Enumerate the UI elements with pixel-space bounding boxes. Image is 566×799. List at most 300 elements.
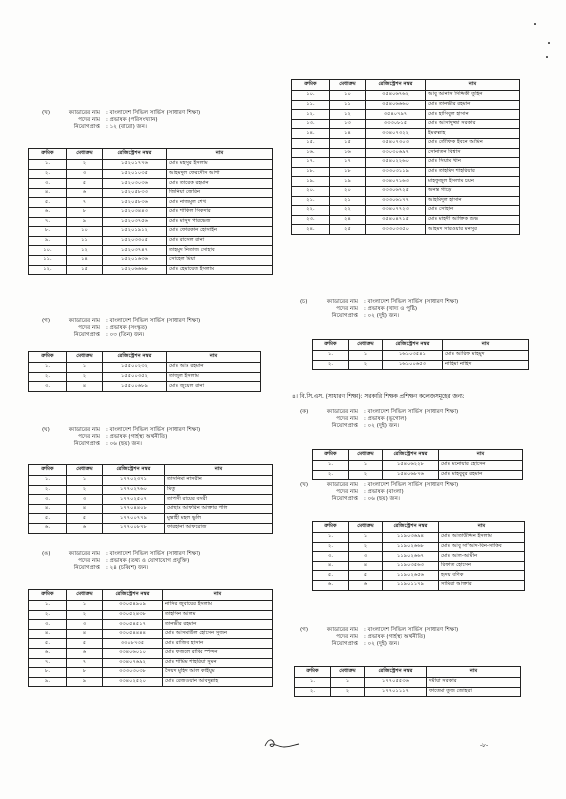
header-name: নাম <box>439 522 525 533</box>
merit-cell: ১ <box>67 601 103 611</box>
table-row <box>292 158 520 168</box>
label-recruited: নিয়োগপ্রাপ্ত <box>73 564 100 571</box>
registration-cell: ১৫৪০৬৮৭৬ <box>383 470 439 480</box>
name-cell: ফাতেমা তুজ জোহরা <box>427 687 521 697</box>
merit-cell: ২ <box>349 470 383 480</box>
merit-table-geography <box>312 449 523 480</box>
registration-cell: ৩৫৪০৭৯৭ <box>366 110 426 120</box>
section-letter: (ক) <box>300 409 309 415</box>
header-name: নাম <box>427 667 521 678</box>
merit-cell: ১৮ <box>330 167 366 177</box>
table-row <box>29 495 273 505</box>
table-row <box>292 110 520 120</box>
post-value: : প্রভাষক (বাংলা) <box>364 488 404 495</box>
label-cadre: ক্যাডারের নাম <box>68 318 100 324</box>
table-row <box>29 255 273 265</box>
name-cell: ফারহানা আফরোজ <box>165 523 273 533</box>
merit-cell: ১০ <box>67 227 103 237</box>
table-header-row <box>313 340 529 351</box>
registration-cell: ১৭৭০০৮৭৮ <box>103 523 165 533</box>
merit-cell: ১৫ <box>330 138 366 148</box>
merit-cell: ৪ <box>67 382 103 392</box>
table-row <box>292 148 520 158</box>
merit-cell: ২ <box>349 360 383 370</box>
table-row <box>29 382 261 392</box>
post-value: : প্রভাষক (সংস্কৃত) <box>106 324 148 331</box>
table-row <box>29 227 273 237</box>
name-cell: রিফাত হোসেন <box>439 561 525 571</box>
table-header-row <box>313 522 525 533</box>
name-cell: মোঃ রাসেল রানা <box>167 236 273 246</box>
registration-cell: ৩৩৪০৬০১০ <box>103 648 163 658</box>
registration-cell: ১৭৭০৪৪০৮ <box>103 504 165 514</box>
registration-cell: ১৭৭০১১১৭ <box>365 687 427 697</box>
section-c-header <box>42 318 282 348</box>
registration-cell: ৩৩৪০৭৩২২ <box>366 129 426 139</box>
merit-cell: ২ <box>67 610 103 620</box>
merit-table-statistics <box>28 148 273 275</box>
table-row <box>29 363 261 373</box>
scan-speck <box>534 23 536 25</box>
merit-cell: ১৬ <box>330 148 366 158</box>
name-cell: মোঃ আতাউদ্দিন ইসলাম <box>439 533 525 543</box>
registration-cell: ৩৫৪০৬৬৬০ <box>366 100 426 110</box>
registration-cell: ১৫২০১০৩৫ <box>103 169 167 179</box>
merit-cell: ২১ <box>330 196 366 206</box>
label-recruited: নিয়োগপ্রাপ্ত <box>73 440 100 447</box>
name-cell: মাহফুজুল ইসলাম চয়ন <box>426 177 520 187</box>
name-cell: সামিরা আক্তার <box>439 580 525 590</box>
section-d-header <box>42 427 282 457</box>
serial-cell: ১. <box>313 461 349 471</box>
label-post: পদের নাম <box>336 415 358 422</box>
merit-cell: ৯ <box>67 677 103 687</box>
registration-cell: ৩৫৪০৬৭৬২ <box>366 91 426 101</box>
registration-cell: ১৫২০৩৭৪৭ <box>103 246 167 256</box>
serial-cell: ১১. <box>29 255 67 265</box>
name-cell: মোঃ তাহমিদ শাহরিয়ার <box>426 167 520 177</box>
header-registration: রেজিস্ট্রেশন নম্বর <box>103 590 163 601</box>
header-serial: ক্রমিক <box>29 352 67 363</box>
header-serial: ক্রমিক <box>295 667 331 678</box>
serial-cell: ২. <box>29 169 67 179</box>
table-row <box>295 678 521 688</box>
merit-cell: ১৪ <box>67 255 103 265</box>
recruit-value: : ০৬ (ছয়) জন। <box>106 440 142 447</box>
merit-cell: ১১ <box>330 100 366 110</box>
cadre-value: : বাংলাদেশ সিভিল সার্ভিস (সাধারণ শিক্ষা) <box>364 482 459 488</box>
cadre-value: : বাংলাদেশ সিভিল সার্ভিস (সাধারণ শিক্ষা) <box>106 110 201 116</box>
recruit-value: : ১২ (বারো) জন। <box>106 123 147 130</box>
name-cell: জিনিয়া জেরিন <box>167 188 273 198</box>
label-recruited: নিয়োগপ্রাপ্ত <box>331 312 358 319</box>
name-cell: মোঃ তৌফিক ইবনে আমিন <box>426 138 520 148</box>
name-cell: মোঃ আল-আমীন <box>439 552 525 562</box>
registration-cell: ৩৫৪০৪৭১৫ <box>366 215 426 225</box>
table-row <box>292 138 520 148</box>
recruit-value: : ০৬ (ছয়) জন। <box>364 495 400 502</box>
name-cell: ইমরুল্লাহ <box>426 129 520 139</box>
registration-cell: ৩৩৩০৩১১৯ <box>366 167 426 177</box>
registration-cell: ৩৩৩০৮১৫ <box>366 119 426 129</box>
label-post: পদের নাম <box>78 116 100 123</box>
header-registration: রেজিস্ট্রেশন নম্বর <box>383 340 443 351</box>
registration-cell: ১৭৭০২৫০৭ <box>103 495 165 505</box>
table-header-row <box>295 667 521 678</box>
section-e-header <box>42 551 282 581</box>
serial-cell: ২. <box>313 470 349 480</box>
serial-cell: ১০. <box>29 246 67 256</box>
serial-cell: ২. <box>295 687 331 697</box>
name-cell: তাসনিমা নাসরীন <box>165 476 273 486</box>
label-cadre: ক্যাডারের নাম <box>68 427 100 433</box>
merit-table-bangla <box>312 521 525 591</box>
post-value: : প্রভাষক (তথ্য ও যোগাযোগ প্রযুক্তি) <box>106 557 190 564</box>
merit-cell: ৭ <box>67 658 103 668</box>
serial-cell: ২. <box>29 485 67 495</box>
table-row <box>292 196 520 206</box>
table-row <box>29 658 273 668</box>
merit-cell: ১ <box>67 363 103 373</box>
registration-cell: ১৫৫০০৬৮৯ <box>103 382 167 392</box>
table-row <box>313 533 525 543</box>
registration-cell: ১৭৭০২৭৬০ <box>103 485 165 495</box>
merit-cell: ৯ <box>67 217 103 227</box>
serial-cell: ১. <box>295 678 331 688</box>
registration-cell: ৩৫৪০২২৬০ <box>366 158 426 168</box>
header-name: নাম <box>439 450 523 461</box>
table-row <box>29 514 273 524</box>
registration-cell: ১৫২০১৬৩৬ <box>103 255 167 265</box>
merit-cell: ৮ <box>67 207 103 217</box>
header-name: নাম <box>165 465 273 476</box>
post-value: : প্রভাষক (গার্হস্থ্য অর্থনীতি) <box>106 433 168 440</box>
label-post: পদের নাম <box>336 488 358 495</box>
name-cell: মোঃ সিয়াম খান <box>426 158 520 168</box>
serial-cell: ১৩. <box>292 119 330 129</box>
serial-cell: ২৪. <box>292 225 330 235</box>
merit-cell: ১ <box>349 533 383 543</box>
header-registration: রেজিস্ট্রেশন নম্বর <box>383 450 439 461</box>
header-name: নাম <box>163 590 273 601</box>
merit-cell: ১ <box>67 476 103 486</box>
registration-cell: ৩৩০৫৪৪৪৪ <box>103 629 163 639</box>
table-row <box>29 668 273 678</box>
merit-cell: ৭ <box>67 198 103 208</box>
section-letter: (ঘ) <box>42 427 50 433</box>
serial-cell: ৬. <box>313 580 349 590</box>
registration-cell: ৩৩০৮৭৩৫ <box>103 639 163 649</box>
name-cell: মোঃ হাসিবুল হাসান <box>426 110 520 120</box>
merit-cell: ৬ <box>67 648 103 658</box>
table-row <box>292 225 520 235</box>
table-row <box>292 100 520 110</box>
name-cell: আহমদুল ফেরদৌস আশা <box>167 169 273 179</box>
table-row <box>313 561 525 571</box>
registration-cell: ৩৫৪০৭৩০৩ <box>366 138 426 148</box>
table-row <box>29 169 273 179</box>
registration-cell: ১১৯০২৬৬৭ <box>383 552 439 562</box>
post-value: : প্রভাষক (খাদ্য ও পুষ্টি) <box>364 305 418 312</box>
post-value: : প্রভাষক (গার্হস্থ্য অর্থনীতি) <box>364 633 426 640</box>
registration-cell: ১৫২০৩৩০৫ <box>103 236 167 246</box>
serial-cell: ১৪. <box>292 129 330 139</box>
merit-cell: ৮ <box>67 668 103 678</box>
registration-cell: ১১৯০৩৬৯৪ <box>383 533 439 543</box>
header-name: নাম <box>167 149 273 160</box>
table-row <box>29 485 273 495</box>
serial-cell: ৮. <box>29 227 67 237</box>
header-merit: মেধাক্রম <box>349 340 383 351</box>
merit-table-home-economics <box>28 464 273 534</box>
merit-cell: ৩ <box>349 552 383 562</box>
table-row <box>29 207 273 217</box>
merit-table-ict <box>28 589 273 687</box>
serial-cell: ৭. <box>29 658 67 668</box>
table-row <box>29 372 261 382</box>
merit-table-sanskrit <box>28 351 261 392</box>
registration-cell: ১৫২০৩০৩৬ <box>103 179 167 189</box>
registration-cell: ১৬১০০৬৫৩ <box>383 360 443 370</box>
name-cell: মোঃ শাকিল সিকদার <box>167 207 273 217</box>
header-registration: রেজিস্ট্রেশন নম্বর <box>103 465 165 476</box>
registration-cell: ১৫২০৩৪৪৩ <box>103 207 167 217</box>
header-merit: মেধাক্রম <box>349 522 383 533</box>
serial-cell: ৮. <box>29 668 67 678</box>
table-row <box>29 504 273 514</box>
header-registration: রেজিস্ট্রেশন নম্বর <box>383 522 439 533</box>
header-registration: রেজিস্ট্রেশন নম্বর <box>366 80 426 91</box>
registration-cell: ১১৯০৩৫৬৩ <box>383 561 439 571</box>
merit-cell: ২২ <box>330 206 366 216</box>
name-cell: মোঃ আসাদুজ্জা সরকার <box>426 119 520 129</box>
merit-table-right-top <box>291 79 520 235</box>
header-name: নাম <box>167 352 261 363</box>
table-row <box>29 648 273 658</box>
recruit-value: : ২৪ (চব্বিশ) জন। <box>106 564 149 571</box>
cadre-value: : বাংলাদেশ সিভিল সার্ভিস (সাধারণ শিক্ষা) <box>364 409 459 415</box>
merit-cell: ১২ <box>67 246 103 256</box>
table-row <box>29 179 273 189</box>
table-row <box>313 351 529 361</box>
merit-cell: ১৭ <box>330 158 366 168</box>
recruit-value: : ০২ (দুই) জন। <box>364 422 400 429</box>
merit-cell: ১ <box>331 678 365 688</box>
label-post: পদের নাম <box>336 633 358 640</box>
registration-cell: ১৫২০১৯১২ <box>103 227 167 237</box>
scan-speck <box>548 42 550 44</box>
table-row <box>292 167 520 177</box>
serial-cell: ১. <box>29 160 67 170</box>
table-row <box>313 360 529 370</box>
serial-cell: ১০. <box>292 91 330 101</box>
name-cell: মোঃ ফোরকান হোসাইন <box>167 227 273 237</box>
name-cell: আহমদ সারওয়ার মনসুর <box>426 225 520 235</box>
serial-cell: ৪. <box>29 629 67 639</box>
table-row <box>29 476 273 486</box>
merit-cell: ১ <box>349 351 383 361</box>
header-serial: ক্রমিক <box>29 149 67 160</box>
label-recruited: নিয়োগপ্রাপ্ত <box>331 422 358 429</box>
serial-cell: ২৩. <box>292 215 330 225</box>
name-cell: হৃদয় বণিক <box>439 571 525 581</box>
registration-cell: ৩৩৪০৭৬৯২ <box>103 658 163 668</box>
table-row <box>292 119 520 129</box>
serial-cell: ৩. <box>29 495 67 505</box>
table-row <box>29 188 273 198</box>
section-f-header <box>300 299 540 329</box>
registration-cell: ৩৩৪০৭৭২৩ <box>366 206 426 216</box>
registration-cell: ১৫২০৫৮৩৩ <box>103 188 167 198</box>
header-merit: মেধাক্রম <box>331 667 365 678</box>
serial-cell: ১. <box>29 601 67 611</box>
table-row <box>313 571 525 581</box>
name-cell: দমীয়া সরকার <box>427 678 521 688</box>
header-merit: মেধাক্রম <box>67 149 103 160</box>
header-registration: রেজিস্ট্রেশন নম্বর <box>103 352 167 363</box>
merit-cell: ২ <box>67 485 103 495</box>
label-recruited: নিয়োগপ্রাপ্ত <box>73 331 100 338</box>
registration-cell: ১৫২০৫৮৩৬ <box>103 198 167 208</box>
registration-cell: ৩৩৩০৬৭২৫ <box>366 186 426 196</box>
merit-cell: ৫ <box>67 639 103 649</box>
header-serial: ক্রমিক <box>29 465 67 476</box>
name-cell: নাসির জুবায়ের ইসলাম <box>163 601 273 611</box>
table-row <box>292 186 520 196</box>
name-cell: তাজুল ইসলাম <box>167 372 261 382</box>
table-row <box>292 177 520 187</box>
serial-cell: ৯. <box>29 236 67 246</box>
section-4a-header <box>300 409 540 439</box>
name-cell: মোঃ তারেক রহমান <box>167 179 273 189</box>
merit-cell: ১৪ <box>330 129 366 139</box>
cadre-value: : বাংলাদেশ সিভিল সার্ভিস (সাধারণ শিক্ষা) <box>106 427 201 433</box>
header-serial: ক্রমিক <box>313 522 349 533</box>
serial-cell: ১২. <box>292 110 330 120</box>
serial-cell: ৬. <box>29 523 67 533</box>
serial-cell: ১. <box>29 476 67 486</box>
name-cell: মোঃ মহসুর ইসলাম <box>167 160 273 170</box>
name-cell: মোঃ মাসুদ পারভেজ <box>167 217 273 227</box>
label-cadre: ক্যাডারের নাম <box>326 627 358 633</box>
serial-cell: ৩. <box>313 552 349 562</box>
registration-cell: ১৫২০১৭৭৬ <box>103 160 167 170</box>
recruit-value: : ০৩ (তিন) জন। <box>106 331 145 338</box>
section-letter: (গ) <box>42 318 51 324</box>
name-cell: মোঃ শামিম শাহরিয়া সুমন <box>163 658 273 668</box>
table-row <box>313 580 525 590</box>
serial-cell: ১. <box>313 533 349 543</box>
name-cell: সোনাতন বিশ্বাস <box>426 148 520 158</box>
name-cell: মোঃ মনোয়ার হোসেন <box>439 461 523 471</box>
merit-cell: ১২ <box>330 110 366 120</box>
registration-cell: ৩৩৪০৭১৬৩ <box>366 177 426 187</box>
table-row <box>295 687 521 697</box>
merit-cell: ১০ <box>330 91 366 101</box>
label-recruited: নিয়োগপ্রাপ্ত <box>73 123 100 130</box>
registration-cell: ১৫৪০৬২২৮ <box>383 461 439 471</box>
name-cell: মোঃ মাহবুবুর রহমান <box>439 470 523 480</box>
registration-cell: ১৭৭০৫৫৩৬ <box>365 678 427 688</box>
merit-cell: ২ <box>349 542 383 552</box>
merit-cell: ১ <box>349 461 383 471</box>
signature <box>262 735 302 751</box>
registration-cell: ১১৯০২৬৫৬ <box>383 571 439 581</box>
registration-cell: ৩৩০৫২৪৩৮ <box>103 610 163 620</box>
merit-cell: ৫ <box>67 514 103 524</box>
merit-cell: ৪ <box>349 561 383 571</box>
name-cell: মোঃ ফজলে রাব্বি স্পন্দন <box>163 648 273 658</box>
serial-cell: ৩. <box>29 179 67 189</box>
label-post: পদের নাম <box>78 433 100 440</box>
table-header-row <box>292 80 520 91</box>
section-4b-header <box>300 482 540 512</box>
table-row <box>29 246 273 256</box>
header-registration: রেজিস্ট্রেশন নম্বর <box>365 667 427 678</box>
name-cell: মোছাঃ আফরিন আক্তার পলি <box>165 504 273 514</box>
registration-cell: ১৬১০৩৫৪১ <box>383 351 443 361</box>
name-cell: আবু আনাস সিদ্দিকী তুহিন <box>426 91 520 101</box>
merit-table-food-nutrition <box>312 339 529 370</box>
recruit-value: : ০২ (দুই) জন। <box>364 312 400 319</box>
label-cadre: ক্যাডারের নাম <box>326 482 358 488</box>
name-cell: তানভীর রহমান <box>163 620 273 630</box>
cadre-value: : বাংলাদেশ সিভিল সার্ভিস (সাধারণ শিক্ষা) <box>106 318 201 324</box>
label-cadre: ক্যাডারের নাম <box>326 299 358 305</box>
name-cell: তাহমুদ নিতাজ সোহাব <box>167 246 273 256</box>
registration-cell: ৩৩০৩০৬৯৭ <box>366 148 426 158</box>
serial-cell: ১২. <box>29 265 67 275</box>
header-serial: ক্রমিক <box>292 80 330 91</box>
header-merit: মেধাক্রম <box>330 80 366 91</box>
serial-cell: ২. <box>29 372 67 382</box>
table-row <box>29 523 273 533</box>
registration-cell: ১৭৭০০৭৭৯ <box>103 514 165 524</box>
label-post: পদের নাম <box>78 324 100 331</box>
name-cell: মোঃ আসমাউল হোসেন সুজন <box>163 629 273 639</box>
recruit-value: : ০২ (দুই) জন। <box>364 640 400 647</box>
merit-cell: ৪ <box>67 504 103 514</box>
table-row <box>313 461 523 471</box>
registration-cell: ৩৩৪০২৫২০ <box>103 677 163 687</box>
name-cell: মিতু <box>165 485 273 495</box>
header-name: নাম <box>443 340 529 351</box>
cadre-value: : বাংলাদেশ সিভিল সার্ভিস (সাধারণ শিক্ষা) <box>106 551 201 557</box>
merit-cell: ৬ <box>67 523 103 533</box>
registration-cell: ১১৯০১১৭৯ <box>383 580 439 590</box>
name-cell: মোঃ নাজমুল শেখ <box>167 198 273 208</box>
name-cell: সৈয়দ মুহিদ আল কাইয়ুম <box>163 668 273 678</box>
header-merit: মেধাক্রম <box>67 465 103 476</box>
serial-cell: ২২. <box>292 206 330 216</box>
serial-cell: ২. <box>313 360 349 370</box>
merit-cell: ২ <box>67 372 103 382</box>
name-cell: মোঃ রাজিব হাসান <box>163 639 273 649</box>
table-header-row <box>29 590 273 601</box>
merit-cell: ৩ <box>67 495 103 505</box>
serial-cell: ১৭. <box>292 158 330 168</box>
name-cell: মোঃ মাহদী আক্তিক শুভ <box>426 215 520 225</box>
name-cell: মোঃ সোহান <box>426 206 520 216</box>
header-serial: ক্রমিক <box>29 590 67 601</box>
table-header-row <box>29 465 273 476</box>
merit-cell: ১৩ <box>330 119 366 129</box>
header-serial: ক্রমিক <box>313 450 349 461</box>
scan-speck <box>546 56 548 58</box>
cadre-value: : বাংলাদেশ সিভিল সার্ভিস (সাধারণ শিক্ষা) <box>364 627 459 633</box>
serial-cell: ১৯. <box>292 177 330 187</box>
table-row <box>29 601 273 611</box>
